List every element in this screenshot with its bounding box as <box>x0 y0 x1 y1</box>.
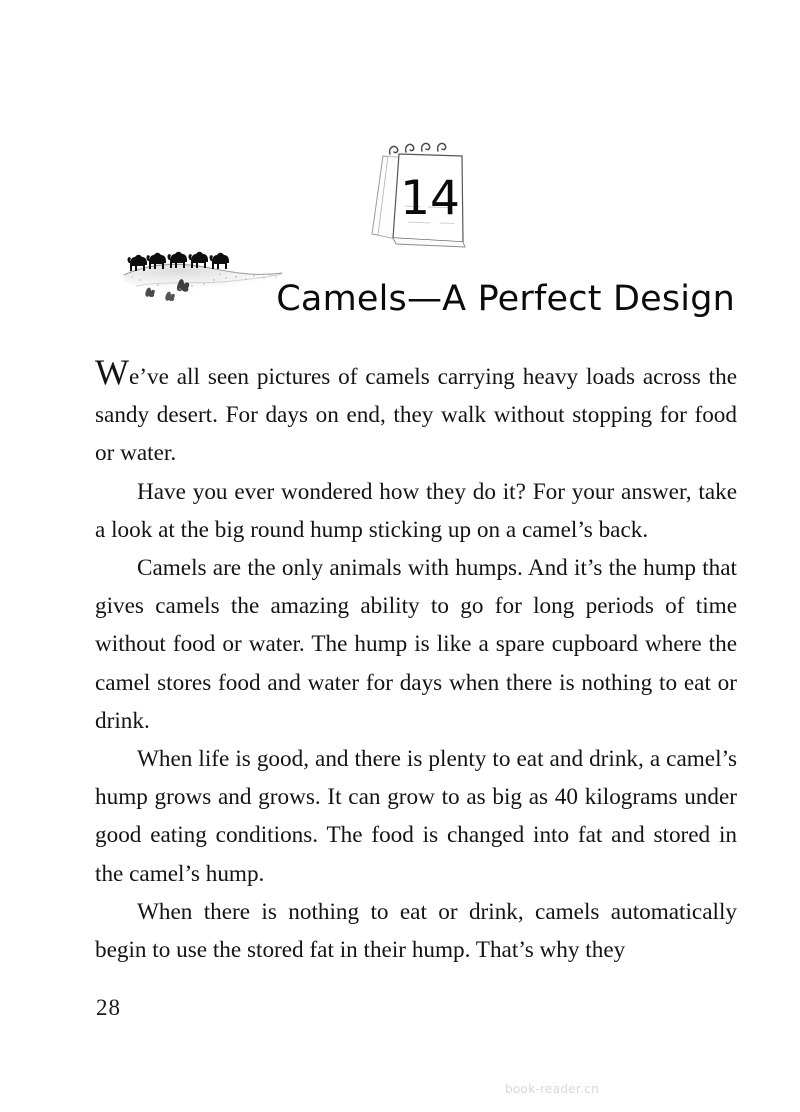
chapter-number: 14 <box>400 171 460 226</box>
chapter-title: Camels—A Perfect Design <box>276 279 735 320</box>
body-paragraph: We’ve all seen pictures of camels carrying heavy loads across the sandy desert. For days on end, they walk without stopping for food or water. <box>95 352 737 467</box>
body-paragraph: When there is nothing to eat or drink, camels automatically begin to use the stored fat in their hump. That’s why they <box>95 898 737 964</box>
desk-calendar-icon <box>352 134 482 256</box>
chapter-header <box>0 120 800 320</box>
drop-cap: W <box>95 352 129 392</box>
body-paragraph: When life is good, and there is plenty to eat and drink, a camel’s hump grows and grows. It can grow to as big as 40 kilograms under good eating conditions. The food is changed into fat and stored in the camel’s hump. <box>95 746 737 887</box>
watermark: book-reader.cn <box>505 1082 600 1096</box>
page-number: 28 <box>96 995 121 1020</box>
body-paragraph: Camels are the only animals with humps. And it’s the hump that gives camels the amazing ability to go for long periods of time without food or water. The hump is like a spare cupboard where the camel stores food and water for days when there is nothing to eat or drink. <box>95 555 737 734</box>
body-text <box>95 352 737 969</box>
body-paragraph: Have you ever wondered how they do it? For your answer, take a look at the big round hump sticking up on a camel’s back. <box>95 478 737 543</box>
